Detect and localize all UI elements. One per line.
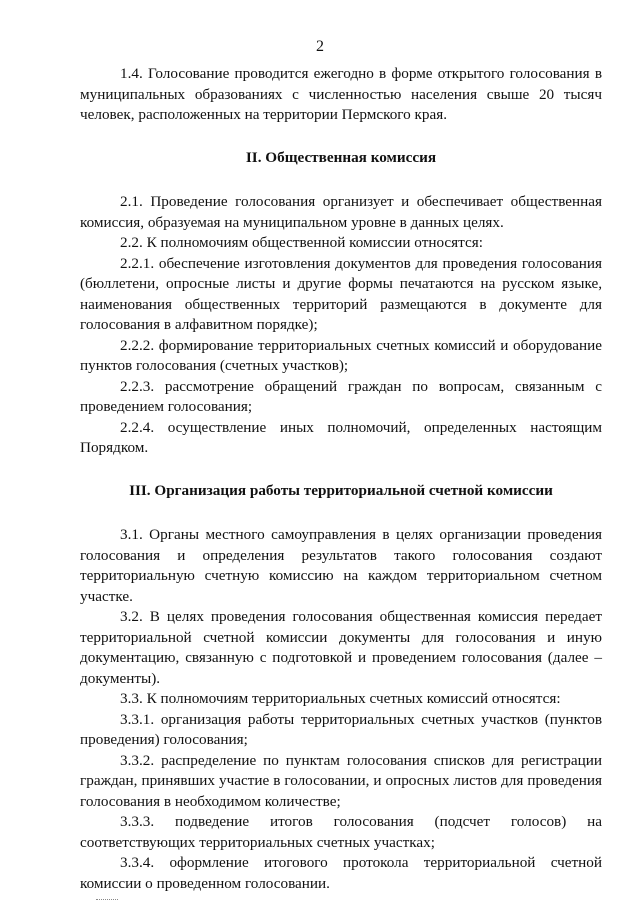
paragraph-2-2-3: 2.2.3. рассмотрение обращений граждан по вопросам, связанным с проведением голосования; — [80, 377, 602, 415]
section-heading-2: II. Общественная комиссия — [245, 148, 437, 166]
paragraph-3-3-2: 3.3.2. распределение по пунктам голосования списков для регистрации граждан, принявших участие в голосовании, и опросных листов для проведения голосования в необходимом количестве; — [80, 751, 602, 810]
page-number: 2 — [316, 38, 324, 55]
paragraph-3-1: 3.1. Органы местного самоуправления в целях организации проведения голосования и определения результатов такого голосования создают территориальную счетную комиссию на каждом территориальном счетном участке. — [80, 526, 602, 605]
paragraph-1-4: 1.4. Голосование проводится ежегодно в форме открытого голосования в муниципальных образованиях с численностью населения свыше 20 тысяч человек, расположенных на территории Пермского края. — [80, 65, 602, 123]
paragraph-3-3-4: 3.3.4. оформление итогового протокола территориальной счетной комиссии о проведенном голосовании. — [80, 854, 602, 892]
paragraph-2-2-2: 2.2.2. формирование территориальных счетных комиссий и оборудование пунктов голосования (счетных участков); — [80, 336, 602, 374]
paragraph-2-2-1: 2.2.1. обеспечение изготовления документов для проведения голосования (бюллетени, опросные листы и другие формы печатаются на русском языке, наименования общественных территорий размещаются в документе для голосования в алфавитном порядке); — [80, 254, 602, 333]
section-heading-3: III. Организация работы территориальной счетной комиссии — [129, 481, 553, 499]
paragraph-2-2: 2.2. К полномочиям общественной комиссии относятся: — [120, 234, 483, 251]
paragraph-3-3-3: 3.3.3. подведение итогов голосования (подсчет голосов) на соответствующих территориальных счетных участках; — [80, 813, 602, 851]
paragraph-3-3: 3.3. К полномочиям территориальных счетных комиссий относятся: — [120, 690, 561, 707]
paragraph-2-2-4: 2.2.4. осуществление иных полномочий, определенных настоящим Порядком. — [80, 418, 602, 456]
scan-artifact — [96, 899, 118, 900]
paragraph-3-3-1: 3.3.1. организация работы территориальных счетных участков (пунктов проведения) голосования; — [80, 710, 602, 748]
document-body — [80, 64, 602, 894]
paragraph-3-2: 3.2. В целях проведения голосования общественная комиссия передает территориальной счетной комиссии документы для голосования и иную документацию, связанную с подготовкой и проведением голосования (далее – документы). — [80, 608, 602, 687]
paragraph-2-1: 2.1. Проведение голосования организует и обеспечивает общественная комиссия, образуемая на муниципальном уровне в данных целях. — [80, 193, 602, 231]
